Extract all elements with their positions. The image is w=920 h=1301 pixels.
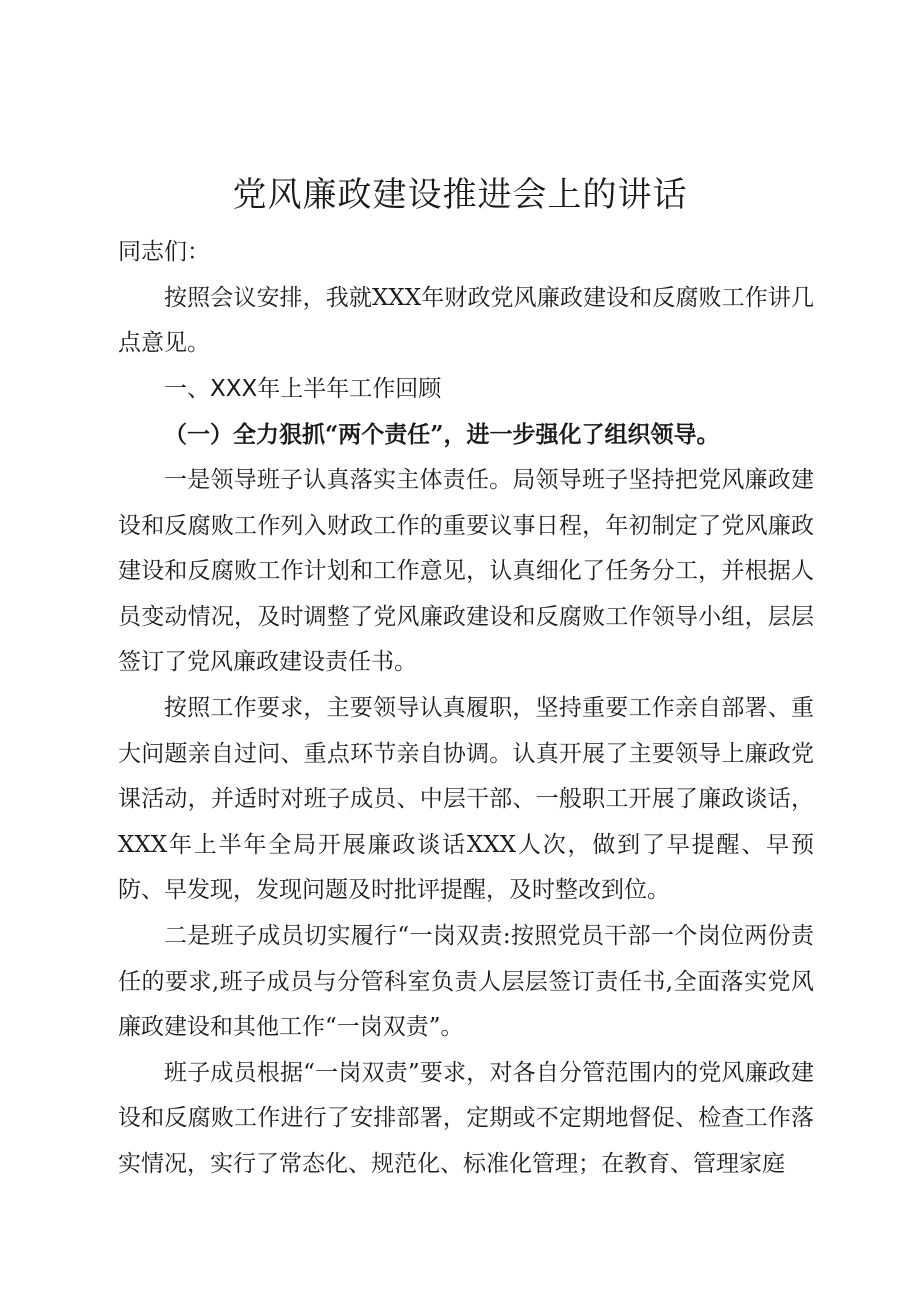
body-paragraph: 一是领导班子认真落实主体责任。局领导班子坚持把党风廉政建设和反腐败工作列入财政工作的重要议事日程，年初制定了党风廉政建设和反腐败工作计划和工作意见，认真细化了任务分工，并根据人员变动情况，及时调整了党风廉政建设和反腐败工作领导小组，层层签订了党风廉政建设责任书。 <box>118 466 814 676</box>
document-body <box>118 230 814 1187</box>
intro-paragraph: 按照会议安排，我就XXX年财政党风廉政建设和反腐败工作讲几点意见。 <box>118 284 814 357</box>
body-paragraph: 二是班子成员切实履行“一岗双责:按照党员干部一个岗位两份责任的要求,班子成员与分管科室负责人层层签订责任书,全面落实党风廉政建设和其他工作“一岗双责”。 <box>118 922 814 1041</box>
body-paragraph: 班子成员根据“一岗双责”要求，对各自分管范围内的党风廉政建设和反腐败工作进行了安排部署，定期或不定期地督促、检查工作落实情况，实行了常态化、规范化、标准化管理；在教育、管理家庭 <box>118 1059 814 1177</box>
document-title: 党风廉政建设推进会上的讲话 <box>232 175 688 215</box>
body-paragraph: 按照工作要求，主要领导认真履职，坚持重要工作亲自部署、重大问题亲自过问、重点环节亲自协调。认真开展了主要领导上廉政党课活动，并适时对班子成员、中层干部、一般职工开展了廉政谈话，XXX年上半年全局开展廉政谈话XXX人次，做到了早提醒、早预防、早发现，发现问题及时批评提醒，及时整改到位。 <box>118 694 814 904</box>
salutation: 同志们： <box>118 239 210 265</box>
subsection-heading: （一）全力狠抓“两个责任”，进一步强化了组织领导。 <box>164 421 720 449</box>
section-heading: 一、XXX年上半年工作回顾 <box>164 375 442 402</box>
